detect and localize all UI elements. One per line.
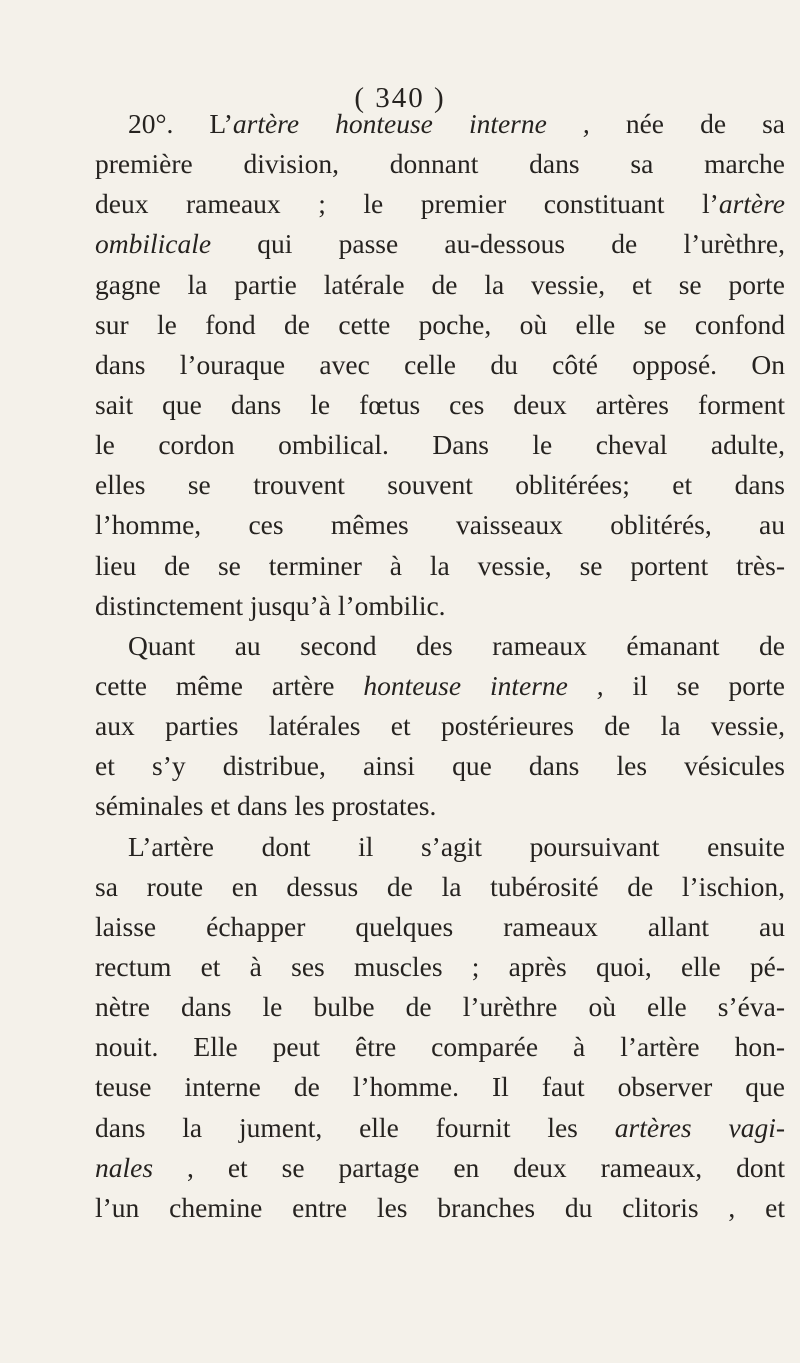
text-segment: née de sa <box>589 108 785 139</box>
text-segment: , et se partage en deux rameaux, dont <box>153 1151 785 1183</box>
text-line <box>95 1188 785 1228</box>
text-segment: gagne la partie latérale de la vessie, et se porte <box>95 268 785 300</box>
text-segment: teuse interne de l’homme. Il faut observer que <box>95 1071 785 1103</box>
text-line <box>95 505 785 545</box>
text-segment: aux parties latérales et postérieures de la vessie, <box>95 710 785 742</box>
text-line <box>95 626 785 666</box>
text-segment: deux rameaux ; le premier constituant l’ <box>95 188 719 220</box>
italic-text: artère honteuse interne , <box>232 108 590 139</box>
text-line <box>95 425 785 465</box>
text-line <box>95 786 785 826</box>
text-line <box>95 947 785 987</box>
text-line <box>95 1148 785 1188</box>
text-line <box>95 385 785 425</box>
italic-text: artères vagi- <box>614 1111 785 1143</box>
italic-text: honteuse interne , <box>363 669 604 701</box>
text-line <box>95 465 785 505</box>
text-segment: dans l’ouraque avec celle du côté opposé. On <box>95 348 785 380</box>
text-line <box>95 265 785 305</box>
italic-text: nales <box>95 1151 154 1183</box>
text-line <box>95 666 785 706</box>
text-segment: et s’y distribue, ainsi que dans les vésicules <box>95 750 785 782</box>
italic-text: artère <box>718 188 785 220</box>
text-segment: nouit. Elle peut être comparée à l’artère hon- <box>95 1031 785 1063</box>
text-line <box>95 746 785 786</box>
text-segment: laisse échapper quelques rameaux allant au <box>95 910 785 942</box>
text-segment: Quant au second des rameaux émanant de <box>128 629 785 661</box>
text-line <box>95 907 785 947</box>
text-segment: lieu de se terminer à la vessie, se portent très- <box>95 549 785 581</box>
text-segment: dans la jument, elle fournit les <box>95 1111 615 1143</box>
text-segment: cette même artère <box>95 669 364 701</box>
text-segment: nètre dans le bulbe de l’urèthre où elle s’éva- <box>95 991 785 1023</box>
page-number: ( 340 ) <box>354 82 446 114</box>
text-segment: l’un chemine entre les branches du clitoris , et <box>95 1191 785 1223</box>
text-segment: séminales et dans les prostates. <box>95 790 437 822</box>
text-line <box>95 104 785 144</box>
text-line <box>95 827 785 867</box>
text-line <box>95 1067 785 1107</box>
text-line <box>95 184 785 224</box>
text-segment: le cordon ombilical. Dans le cheval adulte, <box>95 429 785 461</box>
text-line <box>95 1027 785 1067</box>
text-segment: 20°. L’ <box>128 108 233 139</box>
text-segment: l’homme, ces mêmes vaisseaux oblitérés, au <box>95 509 785 541</box>
text-segment: L’artère dont il s’agit poursuivant ensuite <box>128 830 785 862</box>
text-line <box>95 1108 785 1148</box>
text-line <box>95 987 785 1027</box>
text-line <box>95 586 785 626</box>
text-segment: rectum et à ses muscles ; après quoi, elle pé- <box>95 950 785 982</box>
text-line <box>95 706 785 746</box>
text-line <box>95 345 785 385</box>
text-segment: distinctement jusqu’à l’ombilic. <box>95 589 446 621</box>
body-text <box>95 104 785 1228</box>
text-line <box>95 546 785 586</box>
text-segment: il se porte <box>603 669 785 701</box>
text-segment: elles se trouvent souvent oblitérées; et dans <box>95 469 785 501</box>
text-line <box>95 144 785 184</box>
text-segment: première division, donnant dans sa marche <box>95 148 785 180</box>
text-line <box>95 867 785 907</box>
italic-text: ombilicale <box>95 228 212 260</box>
text-segment: sa route en dessus de la tubérosité de l’ischion, <box>95 870 785 902</box>
text-segment: qui passe au-dessous de l’urèthre, <box>211 228 785 260</box>
text-segment: sait que dans le fœtus ces deux artères forment <box>95 388 785 420</box>
text-line <box>95 224 785 264</box>
text-line <box>95 305 785 345</box>
text-segment: sur le fond de cette poche, où elle se confond <box>95 308 785 340</box>
